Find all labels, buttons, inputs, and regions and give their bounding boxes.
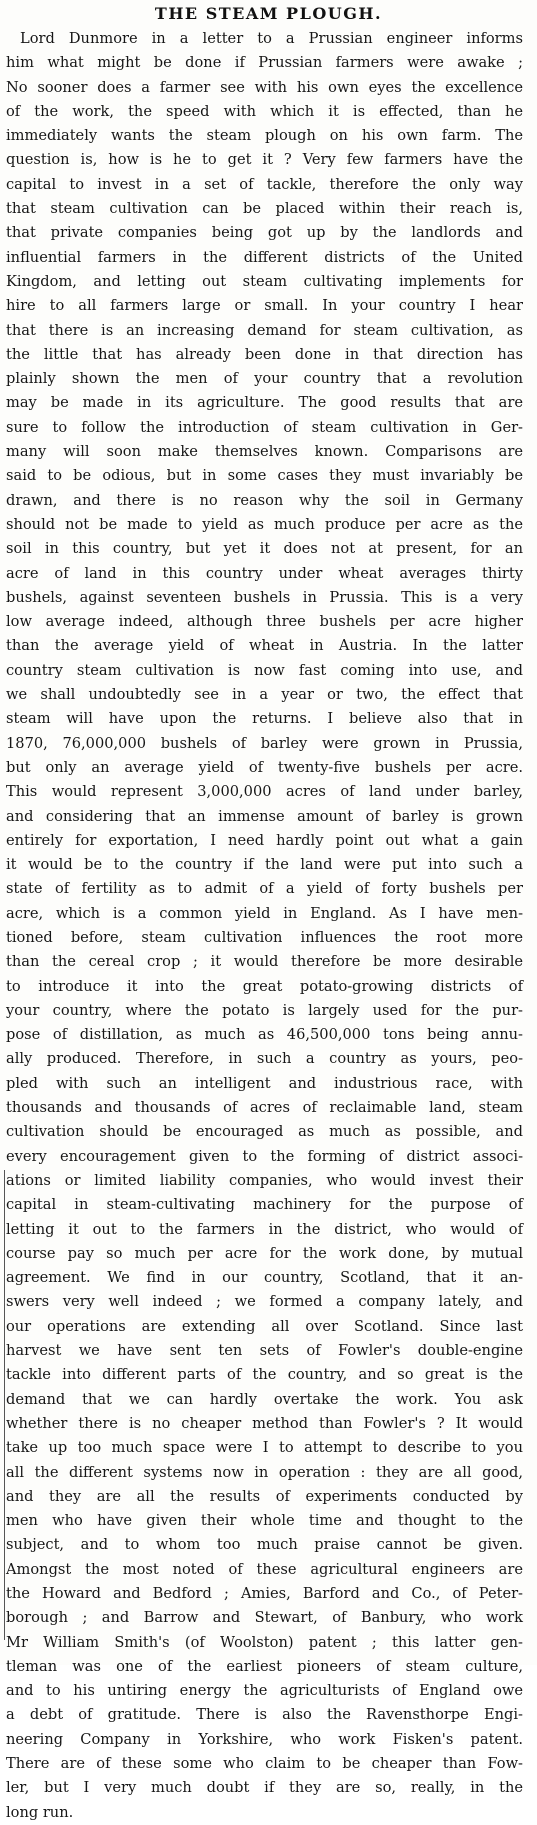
article-line: Lord Dunmore in a letter to a Prussian engineer informs [20, 30, 523, 47]
article-line: take up too much space were I to attempt to describe to you [6, 1439, 523, 1457]
article-title: THE STEAM PLOUGH. [154, 4, 383, 23]
article-line: thousands and thousands of acres of reclaimable land, steam [6, 1099, 523, 1117]
article-line: and to his untiring energy the agriculturists of England owe [6, 1682, 523, 1700]
article-line: steam will have upon the returns. I believe also that in [6, 710, 523, 728]
article-line: ations or limited liability companies, who would invest their [6, 1171, 523, 1189]
article-line: low average indeed, although three bushels per acre higher [6, 613, 523, 631]
article-line: agreement. We find in our country, Scotland, that it an- [6, 1269, 523, 1287]
article-line: men who have given their whole time and thought to the [6, 1512, 523, 1530]
article-line: of the work, the speed with which it is effected, than he [6, 102, 523, 120]
article-line: him what might be done if Prussian farmers were awake ; [6, 54, 523, 72]
article-line: question is, how is he to get it ? Very few farmers have the [6, 151, 523, 169]
article-line: bushels, against seventeen bushels in Prussia. This is a very [6, 588, 523, 606]
article-line: all the different systems now in operation : they are all good, [6, 1463, 523, 1481]
article-line: the Howard and Bedford ; Amies, Barford and Co., of Peter- [6, 1585, 523, 1602]
article-line: tleman was one of the earliest pioneers of steam culture, [6, 1657, 523, 1675]
article-line: acre, which is a common yield in England. As I have men- [6, 904, 523, 922]
article-line: harvest we have sent ten sets of Fowler's double-engine [6, 1342, 523, 1360]
article-line: tioned before, steam cultivation influences the root more [6, 928, 523, 946]
article-line: swers very well indeed ; we formed a company lately, and [6, 1293, 523, 1311]
article-line: ler, but I very much doubt if they are so, really, in the [6, 1779, 523, 1797]
article-line: hire to all farmers large or small. In your country I hear [6, 297, 523, 315]
article-line: Amongst the most noted of these agricultural engineers are [6, 1560, 523, 1578]
article-line: that private companies being got up by the landlords and [6, 224, 523, 242]
article-line: we shall undoubtedly see in a year or two, the effect that [6, 686, 523, 704]
article-line: entirely for exportation, I need hardly point out what a gain [6, 831, 523, 849]
article-line: tackle into different parts of the country, and so great is the [6, 1366, 523, 1384]
article-line: every encouragement given to the forming of district associ- [6, 1147, 523, 1165]
article-line: neering Company in Yorkshire, who work Fisken's patent. [6, 1730, 523, 1748]
article-line: There are of these some who claim to be cheaper than Fow- [6, 1755, 523, 1773]
article-line: many will soon make themselves known. Comparisons are [6, 443, 523, 461]
article-line: letting it out to the farmers in the district, who would of [6, 1220, 523, 1238]
article-line: a debt of gratitude. There is also the Ravensthorpe Engi- [6, 1706, 523, 1724]
article-line: the little that has already been done in that direction has [6, 345, 523, 363]
article-line: No sooner does a farmer see with his own eyes the excellence [6, 78, 523, 96]
article-line: capital in steam-cultivating machinery for the purpose of [6, 1196, 523, 1214]
article-body [0, 27, 537, 1825]
article-line: borough ; and Barrow and Stewart, of Banbury, who work [6, 1609, 523, 1627]
article-line: cultivation should be encouraged as much as possible, and [6, 1123, 523, 1141]
article-line: pose of distillation, as much as 46,500,000 tons being annu- [6, 1026, 523, 1044]
article-line: long run. [6, 1803, 74, 1821]
article-line: demand that we can hardly overtake the work. You ask [6, 1390, 523, 1408]
article-line: your country, where the potato is largely used for the pur- [6, 1001, 523, 1019]
article-line: and considering that an immense amount of barley is grown [6, 807, 523, 825]
article-line: drawn, and there is no reason why the soil in Germany [6, 491, 523, 509]
article-line: capital to invest in a set of tackle, therefore the only way [6, 175, 523, 193]
article-line: 1870, 76,000,000 bushels of barley were grown in Prussia, [6, 734, 523, 752]
article-line: to introduce it into the great potato-growing districts of [6, 977, 523, 995]
article-line: acre of land in this country under wheat averages thirty [6, 564, 523, 582]
article-line: may be made in its agriculture. The good results that are [6, 394, 523, 412]
article-line: Mr William Smith's (of Woolston) patent ; this latter gen- [6, 1633, 523, 1651]
article-line: Kingdom, and letting out steam cultivating implements for [6, 272, 523, 290]
article-line: but only an average yield of twenty-five bushels per acre. [6, 758, 523, 776]
article-line: than the cereal crop ; it would therefore be more desirable [6, 953, 523, 971]
article-line: influential farmers in the different districts of the United [6, 248, 523, 266]
article-line: plainly shown the men of your country that a revolution [6, 370, 523, 388]
article-line: subject, and to whom too much praise cannot be given. [6, 1536, 523, 1554]
article-line: This would represent 3,000,000 acres of land under barley, [6, 783, 523, 801]
article-line: and they are all the results of experiments conducted by [6, 1487, 523, 1505]
article-line: whether there is no cheaper method than Fowler's ? It would [6, 1414, 523, 1432]
article-line: course pay so much per acre for the work done, by mutual [6, 1244, 523, 1262]
article-line: sure to follow the introduction of steam cultivation in Ger- [6, 418, 523, 436]
article-line: pled with such an intelligent and industrious race, with [6, 1074, 523, 1092]
article-line: state of fertility as to admit of a yield of forty bushels per [6, 880, 523, 898]
article-line: said to be odious, but in some cases they must invariably be [6, 467, 523, 485]
article-line: immediately wants the steam plough on his own farm. The [6, 127, 523, 145]
column-rule [4, 1170, 5, 1640]
article-line: than the average yield of wheat in Austria. In the latter [6, 637, 523, 655]
article-line: ally produced. Therefore, in such a country as yours, peo- [6, 1050, 523, 1068]
article-line: country steam cultivation is now fast coming into use, and [6, 661, 523, 679]
article-line: it would be to the country if the land were put into such a [6, 856, 523, 874]
article-line: our operations are extending all over Scotland. Since last [6, 1317, 523, 1335]
article-line: soil in this country, but yet it does not at present, for an [6, 540, 523, 558]
article-line: that there is an increasing demand for steam cultivation, as [6, 321, 523, 339]
article-line: that steam cultivation can be placed within their reach is, [6, 200, 523, 218]
article-line: should not be made to yield as much produce per acre as the [6, 515, 523, 533]
